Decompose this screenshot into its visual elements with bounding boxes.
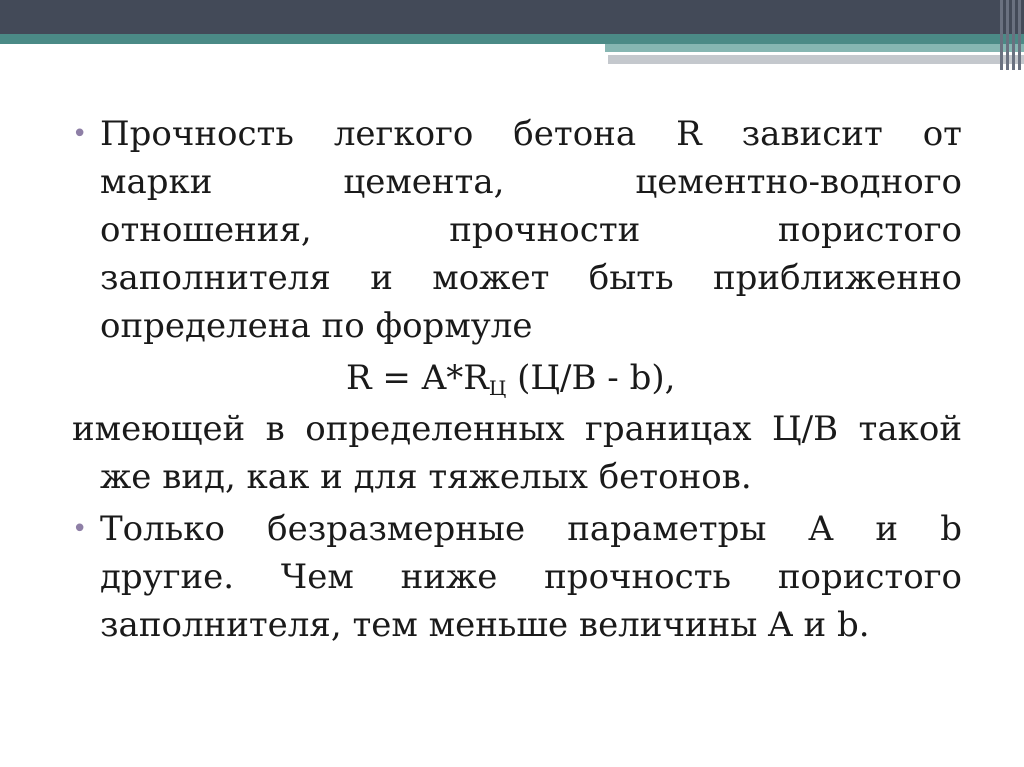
bullet2-line: другие. Чем ниже прочность пористого [100, 557, 962, 597]
bullet2-line: Только безразмерные параметры A и b [100, 509, 962, 549]
bullet1-line: заполнителя и может быть приближенно [100, 258, 962, 298]
continuation-line-2: же вид, как и для тяжелых бетонов. [100, 457, 752, 497]
formula-prefix: R = A*R [346, 358, 489, 398]
continuation-paragraph [72, 405, 962, 501]
bullet-paragraph-1 [100, 110, 962, 350]
bullet1-line: Прочность легкого бетона R зависит от [100, 114, 962, 154]
bullet-marker-2: • [72, 514, 88, 544]
bullet-paragraph-2 [100, 505, 962, 649]
bullet1-line: отношения, прочности пористого [100, 210, 962, 250]
continuation-line-1: имеющей в определенных границах Ц/В такой [72, 409, 962, 449]
formula-suffix: (Ц/В - b), [506, 358, 676, 398]
bullet1-line: марки цемента, цементно-водного [100, 162, 962, 202]
bullet-marker-1: • [72, 119, 88, 149]
formula-subscript: Ц [488, 376, 507, 400]
bullet2-line: заполнителя, тем меньше величины A и b. [100, 605, 870, 645]
bullet1-line: определена по формуле [100, 306, 533, 346]
strength-formula [346, 354, 675, 412]
